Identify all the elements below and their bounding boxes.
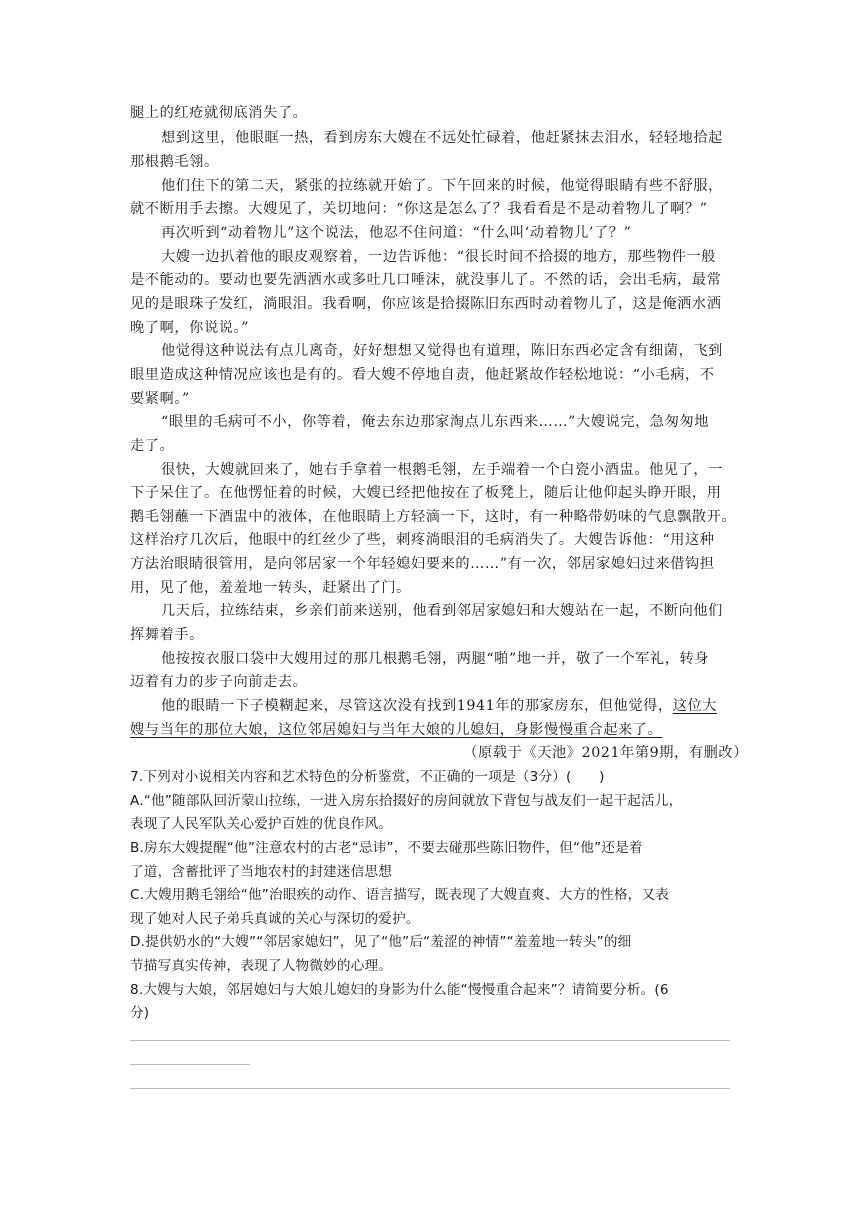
answer-line[interactable] [130, 1040, 730, 1041]
option-c: C.大嫂用鹅毛翎给“他”治眼疾的动作、语言描写，既表现了大嫂直爽、大方的性格，又表 [130, 887, 670, 903]
passage-line: 用，见了他，羞羞地一转头，赶紧出了门。 [130, 580, 411, 596]
option-a: 表现了人民军队关心爱护百姓的优良作风。 [130, 816, 393, 832]
option-d: D.提供奶水的“大嫂”“邻居家媳妇”，见了“他”后“羞涩的神情”“羞羞地一转头”的细 [130, 934, 632, 950]
passage-line: 他觉得这种说法有点儿离奇，好好想想又觉得也有道理，陈旧东西必定含有细菌，飞到 [161, 343, 723, 359]
passage-line: 迈着有力的步子向前走去。 [130, 674, 308, 690]
passage-line: 大嫂一边扒着他的眼皮观察着，一边告诉他：“很长时间不拾掇的地方，那些物件一般 [161, 249, 716, 265]
passage-line: 他按按衣服口袋中大嫂用过的那几根鹅毛翎，两腿“啪”地一并，敬了一个军礼，转身 [161, 651, 710, 667]
passage-text: 他的眼睛一下子模糊起来，尽管这次没有找到1941年的那家房东，但他觉得， [161, 698, 673, 714]
option-c: 现了她对人民子弟兵真诚的关心与深切的爱护。 [130, 911, 420, 927]
passage-line [161, 696, 730, 716]
passage-line: 走了。 [130, 438, 175, 454]
passage-line: 再次听到“动着物儿”这个说法，他忍不住问道：“什么叫‘动着物儿’了？” [161, 225, 632, 241]
passage-line: 要紧啊。” [130, 391, 190, 407]
passage-line: 眼里造成这种情况应该也是有的。看大嫂不停地自责，他赶紧故作轻松地说：“小毛病，不 [130, 367, 715, 383]
passage-line: “眼里的毛病可不小，你等着，俺去东边那家淘点儿东西来……”大嫂说完，急匆匆地 [161, 414, 710, 430]
passage-line: 挥舞着手。 [130, 627, 204, 643]
passage-line: 方法治眼睛很管用，是向邻居家一个年轻媳妇要来的……”有一次，邻居家媳妇过来借钩担 [130, 556, 715, 572]
passage-line: 腿上的红疮就彻底消失了。 [130, 105, 308, 121]
passage-line: 就不断用手去擦。大嫂见了，关切地问：“你这是怎么了？我看看是不是动着物儿了啊？” [130, 201, 708, 217]
passage-line: 这样治疗几次后，他眼中的红丝少了些，刺疼淌眼泪的毛病消失了。大嫂告诉他：“用这种 [130, 532, 715, 548]
answer-line[interactable] [130, 1064, 250, 1065]
passage-line: 鹅毛翎蘸一下酒盅中的液体，在他眼睛上方轻滴一下，这时，有一种略带奶味的气息飘散开。 [130, 509, 737, 525]
option-a: A.“他”随部队回沂蒙山拉练，一进入房东拾掇好的房间就放下背包与战友们一起干起活儿， [130, 793, 683, 809]
question-8: 分) [130, 1005, 150, 1021]
passage-line: 几天后，拉练结束，乡亲们前来送别，他看到邻居家媳妇和大嫂站在一起，不断向他们 [161, 603, 723, 619]
answer-line[interactable] [130, 1088, 730, 1089]
passage-line: 是不能动的。要动也要先洒洒水或多吐几口唾沫，就没事儿了。不然的话，会出毛病，最常 [130, 272, 722, 288]
option-d: 节描写真实传神，表现了人物微妙的心理。 [130, 958, 393, 974]
underlined-text: 这位大 [672, 698, 718, 714]
passage-line: 下子呆住了。在他愣怔着的时候，大嫂已经把他按在了板凳上，随后让他仰起头睁开眼，用 [130, 485, 722, 501]
passage-line: 很快，大嫂就回来了，她右手拿着一根鹅毛翎，左手端着一个白瓷小酒盅。他见了，一 [161, 462, 723, 478]
passage-line: 他们住下的第二天，紧张的拉练就开始了。下午回来的时候，他觉得眼睛有些不舒服， [161, 178, 723, 194]
question-8: 8.大嫂与大娘，邻居媳妇与大娘儿媳妇的身影为什么能“慢慢重合起来”？请简要分析。(6 [130, 982, 669, 998]
question-7: 7.下列对小说相关内容和艺术特色的分析鉴赏，不正确的一项是（3分）( ) [130, 769, 605, 785]
option-b: 了道，含蓄批评了当地农村的封建迷信思想 [130, 864, 393, 880]
source-citation: （原载于《天池》2021年第9期，有删改） [463, 745, 748, 761]
underlined-text: 嫂与当年的那位大娘，这位邻居媳妇与当年大娘的儿媳妇，身影慢慢重合起来了。 [130, 722, 663, 738]
passage-line: 见的是眼珠子发红，淌眼泪。我看啊，你应该是拾掇陈旧东西时动着物儿了，这是俺洒水洒 [130, 296, 722, 312]
passage-line: 那根鹅毛翎。 [130, 154, 219, 170]
passage-line: 晚了啊，你说说。” [130, 320, 250, 336]
passage-line: 想到这里，他眼眶一热，看到房东大嫂在不远处忙碌着，他赶紧抹去泪水，轻轻地拾起 [161, 130, 723, 146]
option-b: B.房东大嫂提醒“他”注意农村的古老“忌讳”，不要去碰那些陈旧物件，但“他”还是着 [130, 840, 643, 856]
